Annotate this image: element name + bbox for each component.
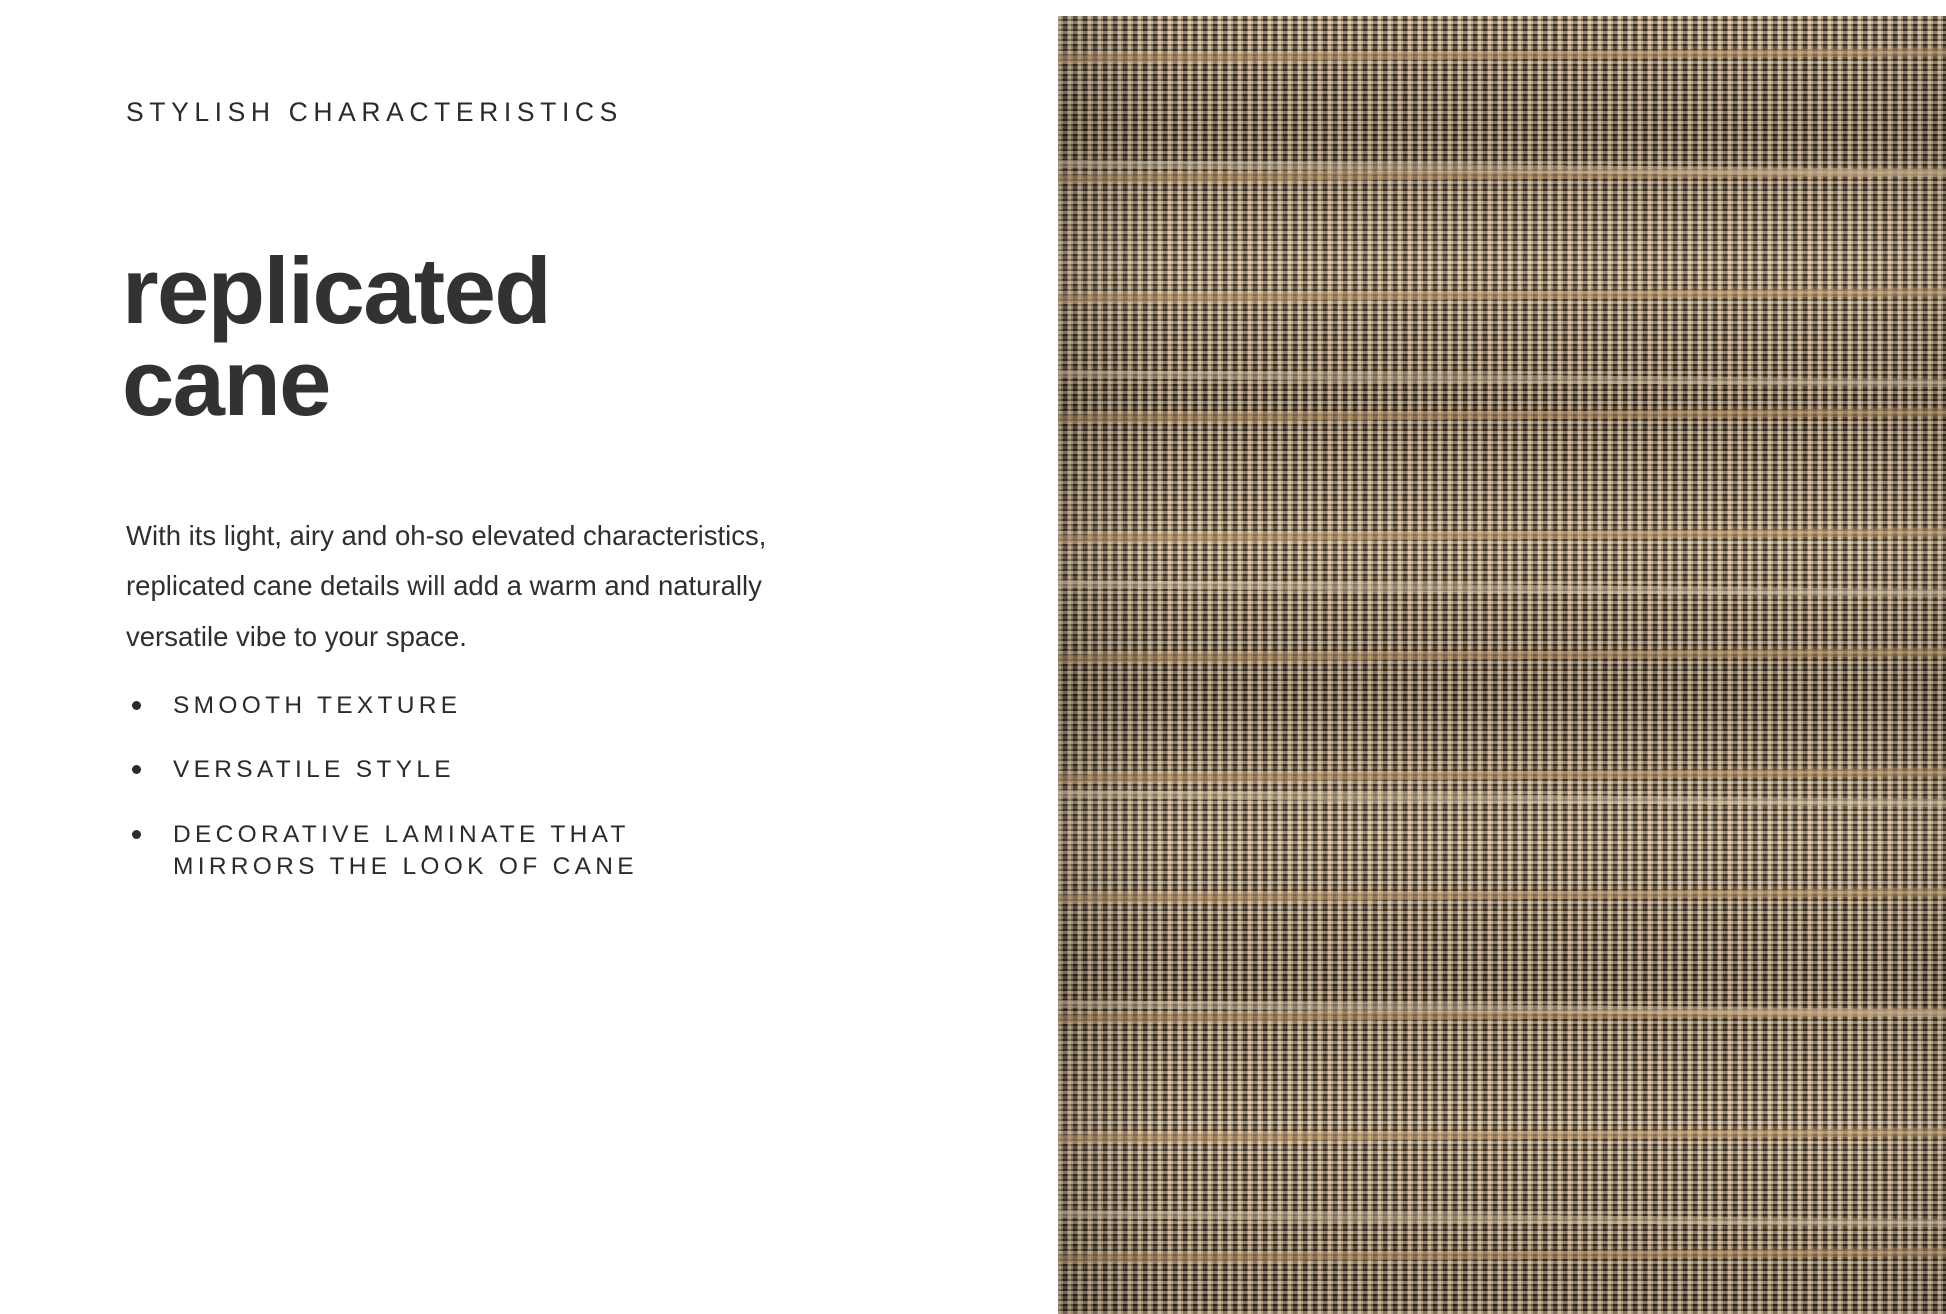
bullet-dot-icon <box>132 701 141 710</box>
headline-line-1: replicated <box>122 237 551 343</box>
list-item-label-second-line: MIRRORS THE LOOK OF CANE <box>173 852 638 880</box>
bullet-dot-icon <box>132 765 141 774</box>
woven-cane-texture-image <box>1058 16 1946 1314</box>
page-title <box>122 237 762 436</box>
list-item-label: SMOOTH TEXTURE <box>173 692 462 719</box>
bullet-dot-icon <box>132 830 141 839</box>
headline-line-2: cane <box>122 330 330 436</box>
body-paragraph: With its light, airy and oh-so elevated characteristics, replicated cane details will add a warm and naturally versatile vibe to your space. <box>126 519 767 653</box>
list-item-label: VERSATILE STYLE <box>173 756 455 784</box>
feature-list <box>126 690 906 883</box>
list-item <box>126 754 906 786</box>
list-item <box>126 690 906 722</box>
list-item <box>126 819 906 884</box>
weave-composite <box>1058 16 1946 1314</box>
weave-noise-overlay <box>1058 16 1946 1314</box>
list-item-label: DECORATIVE LAMINATE THAT <box>173 820 630 848</box>
eyebrow-label: STYLISH CHARACTERISTICS <box>126 97 623 127</box>
